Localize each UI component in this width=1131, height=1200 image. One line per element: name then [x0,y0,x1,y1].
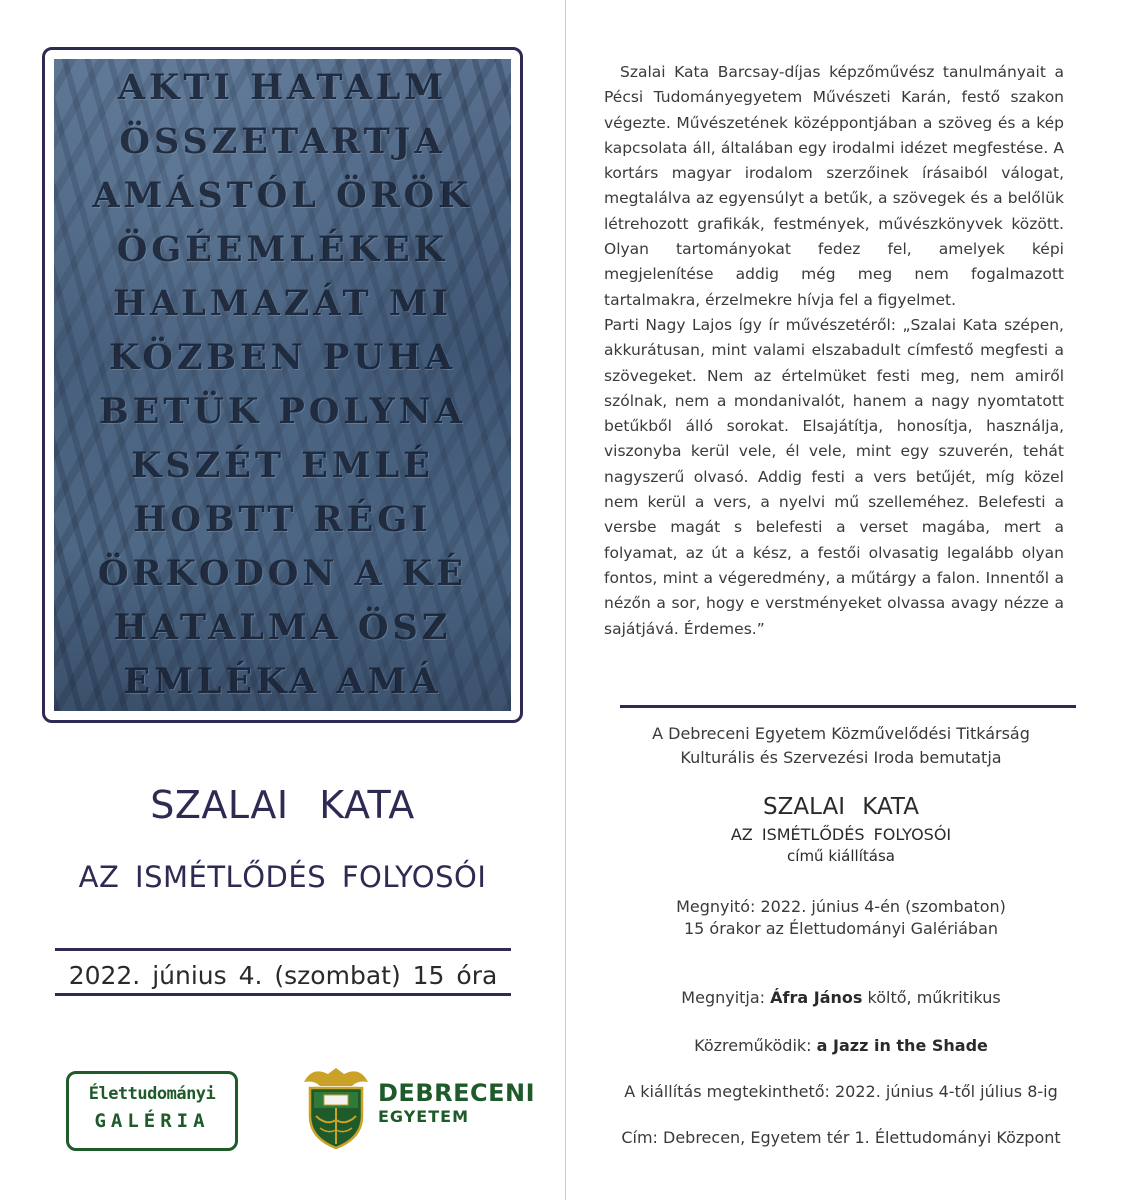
university-name-line2: EGYETEM [378,1107,469,1126]
university-crest-icon [298,1064,374,1150]
galeria-logo [66,1071,238,1151]
performer-line [586,1036,1096,1055]
invitation-artist-name: SZALAI KATA [763,794,919,820]
university-logo [298,1064,536,1150]
artist-name-heading: SZALAI KATA [150,783,415,827]
invitation-caption: című kiállítása [787,847,895,865]
artwork-text-line: ÖGÉEMLÉKEK [116,229,449,270]
artwork-text-line: KÖZBEN PUHA [108,337,457,378]
artwork-text-line: HALMAZÁT MI [113,283,452,324]
galeria-logo-line2: GALÉRIA [94,1110,210,1132]
presenter-block [586,722,1096,770]
performer-name: a Jazz in the Shade [816,1036,988,1055]
exhibition-date: 2022. június 4. (szombat) 15 óra [68,961,498,990]
galeria-logo-line1: Élettudományi [88,1084,216,1104]
opened-by-name: Áfra János [770,988,863,1007]
artwork-text-line: AMÁSTÓL ÖRÖK [92,175,473,216]
opened-by-label: Megnyitja: [681,988,766,1007]
venue-address: Cím: Debrecen, Egyetem tér 1. Élettudományi Központ [621,1128,1061,1147]
presenter-line: A Debreceni Egyetem Közművelődési Titkárság [652,724,1030,743]
performer-label: Közreműködik: [694,1036,812,1055]
viewing-period: A kiállítás megtekinthető: 2022. június 4-től július 8-ig [624,1082,1058,1101]
opened-by-role: költő, műkritikus [867,988,1001,1007]
exhibition-title: AZ ISMÉTLŐDÉS FOLYOSÓI [78,860,487,894]
artwork-text-line: KSZÉT EMLÉ [131,445,434,486]
date-rule-bottom [55,993,511,996]
artwork-painting [54,59,511,711]
invitation-exhibition-title: AZ ISMÉTLŐDÉS FOLYOSÓI [730,825,952,844]
artwork-text-line: ÖSSZETARTJA [119,121,446,162]
artwork-text-line: EMLÉKA AMÁ [123,661,442,702]
page-fold-divider [565,0,566,1200]
artist-biography [604,60,1064,642]
university-name-line1: DEBRECENI [378,1079,536,1107]
opening-info [586,896,1096,940]
biography-paragraph: Szalai Kata Barcsay-díjas képzőművész tanulmányait a Pécsi Tudományegyetem Művészeti Karán, festő szakon végezte. Művészetének középpontjában a szöveg és a kép kapcsolata áll, általában egy irodalmi idézet megfestése. A kortárs magyar irodalom szerzőinek írásaiból válogat, megtalálva az egyensúlyt a betűk, a szövegek és a belőlük létrehozott grafikák, festmények, művészkönyvek között. Olyan tartományokat fedez fel, amelyek képi megjelenítése addig még meg nem fogalmazott tartalmakra, érzelmekre hívja fel a figyelmet. [604,63,1064,309]
artwork-text-line: HATALMA ÖSZ [113,607,452,648]
date-rule-top [55,948,511,951]
opening-line: Megnyitó: 2022. június 4-én (szombaton) [676,897,1006,916]
presenter-line: Kulturális és Szervezési Iroda bemutatja [680,748,1002,767]
section-rule [620,705,1076,708]
artwork-frame [42,47,523,723]
opened-by-line [586,988,1096,1007]
opening-line: 15 órakor az Élettudományi Galériában [683,919,999,938]
artwork-text-line: AKTI HATALM [117,67,448,108]
artwork-text-line: BETÜK POLYNA [99,391,466,432]
quote-paragraph: Parti Nagy Lajos így ír művészetéről: „Szalai Kata szépen, akkurátusan, mint valami elszabadult címfestő megfesti a szövegeket. Nem az értelmüket festi meg, nem amiről szólnak, nem a mondanivalót, hanem a nagy nyomtatott betűkből álló sorokat. Elsajátítja, honosítja, használja, viszonyba kerül vele, él vele, mint egy szuverén, tehát nagyszerű olvasó. Addig festi a vers betűjét, míg közel nem kerül a vers, a nyelvi mű szelleméhez. Belefesti a versbe magát s belefesti a verset magába, mert a folyamat, az út a kész, a festői olvasatig legalább olyan fontos, mint a végeredmény, a műtárgy a falon. Innentől a nézőn a sor, hogy e verstményeket olvassa avagy nézze a sajátjává. Érdemes.” [604,315,1064,638]
artwork-text-line: ÖRKODON A KÉ [98,553,467,594]
artwork-text-line: HOBTT RÉGI [133,499,432,540]
